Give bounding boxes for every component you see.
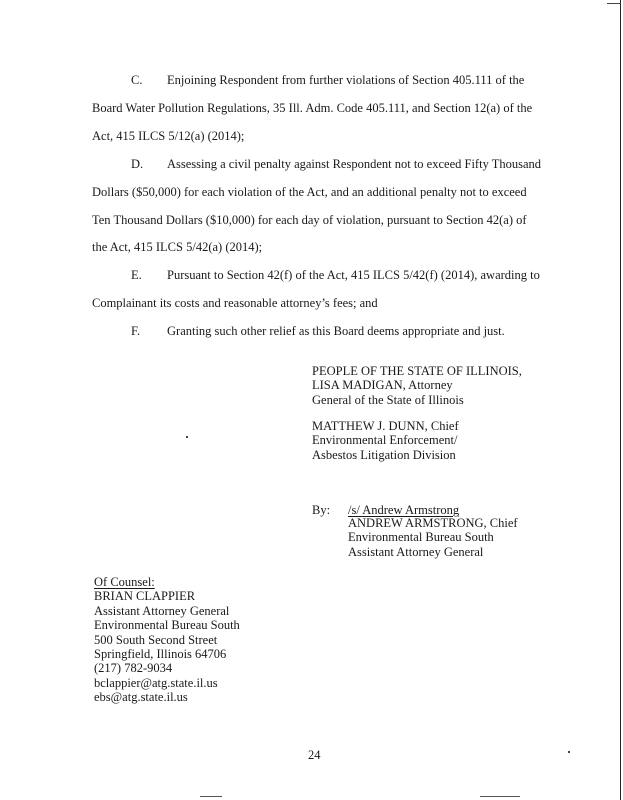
- page-corner-mark: [607, 3, 621, 4]
- people-line: General of the State of Illinois: [312, 392, 464, 407]
- signer-block: [348, 516, 518, 559]
- people-line: LISA MADIGAN, Attorney: [312, 378, 453, 393]
- page-number: 24: [308, 748, 321, 762]
- counsel-line: Environmental Bureau South: [94, 618, 240, 633]
- scan-speck: [568, 751, 570, 753]
- item-c-line-1: Enjoining Respondent from further violations of Section 405.111 of the: [167, 73, 525, 87]
- item-c-line-2: Board Water Pollution Regulations, 35 Ill. Adm. Code 405.111, and Section 12(a) of the: [92, 101, 533, 115]
- by-label: By:: [312, 503, 331, 517]
- counsel-email: ebs@atg.state.il.us: [94, 690, 188, 705]
- chief-line: Environmental Enforcement/: [312, 433, 458, 448]
- signer-line: Environmental Bureau South: [348, 530, 494, 545]
- counsel-line: BRIAN CLAPPIER: [94, 589, 196, 604]
- electronic-signature: /s/ Andrew Armstrong: [348, 503, 460, 517]
- people-line: PEOPLE OF THE STATE OF ILLINOIS,: [312, 364, 522, 378]
- counsel-line: Springfield, Illinois 64706: [94, 647, 227, 662]
- item-c-line-3: Act, 415 ILCS 5/12(a) (2014);: [92, 129, 245, 143]
- chief-line: Asbestos Litigation Division: [312, 447, 456, 462]
- counsel-heading: Of Counsel:: [94, 575, 155, 589]
- page-edge-line: [620, 0, 621, 800]
- signature-chief: [312, 419, 459, 462]
- scan-mark: [200, 796, 222, 797]
- signer-line: ANDREW ARMSTRONG, Chief: [348, 516, 518, 530]
- item-d-letter: D.: [131, 157, 144, 171]
- item-c-letter: C.: [131, 73, 143, 87]
- counsel-email: bclappier@atg.state.il.us: [94, 675, 218, 690]
- item-e-letter: E.: [131, 268, 142, 282]
- signature-people: [312, 364, 522, 407]
- counsel-line: 500 South Second Street: [94, 632, 218, 647]
- scan-speck: [186, 436, 188, 438]
- item-f-line-1: Granting such other relief as this Board deems appropriate and just.: [167, 324, 505, 338]
- item-d-line-1: Assessing a civil penalty against Respondent not to exceed Fifty Thousand: [167, 157, 542, 171]
- scan-mark: [480, 796, 520, 797]
- item-d-line-3: Ten Thousand Dollars ($10,000) for each day of violation, pursuant to Section 42(a) of: [92, 213, 527, 227]
- item-e-line-2: Complainant its costs and reasonable attorney’s fees; and: [92, 296, 378, 310]
- item-f-letter: F.: [131, 324, 141, 338]
- item-d-line-2: Dollars ($50,000) for each violation of the Act, and an additional penalty not to exceed: [92, 185, 527, 199]
- item-e-line-1: Pursuant to Section 42(f) of the Act, 415 ILCS 5/42(f) (2014), awarding to: [167, 268, 540, 282]
- counsel-block: [94, 575, 240, 705]
- item-d-line-4: the Act, 415 ILCS 5/42(a) (2014);: [92, 240, 263, 254]
- signer-line: Assistant Attorney General: [348, 544, 484, 559]
- chief-line: MATTHEW J. DUNN, Chief: [312, 419, 459, 433]
- counsel-line: Assistant Attorney General: [94, 603, 230, 618]
- counsel-line: (217) 782-9034: [94, 661, 173, 676]
